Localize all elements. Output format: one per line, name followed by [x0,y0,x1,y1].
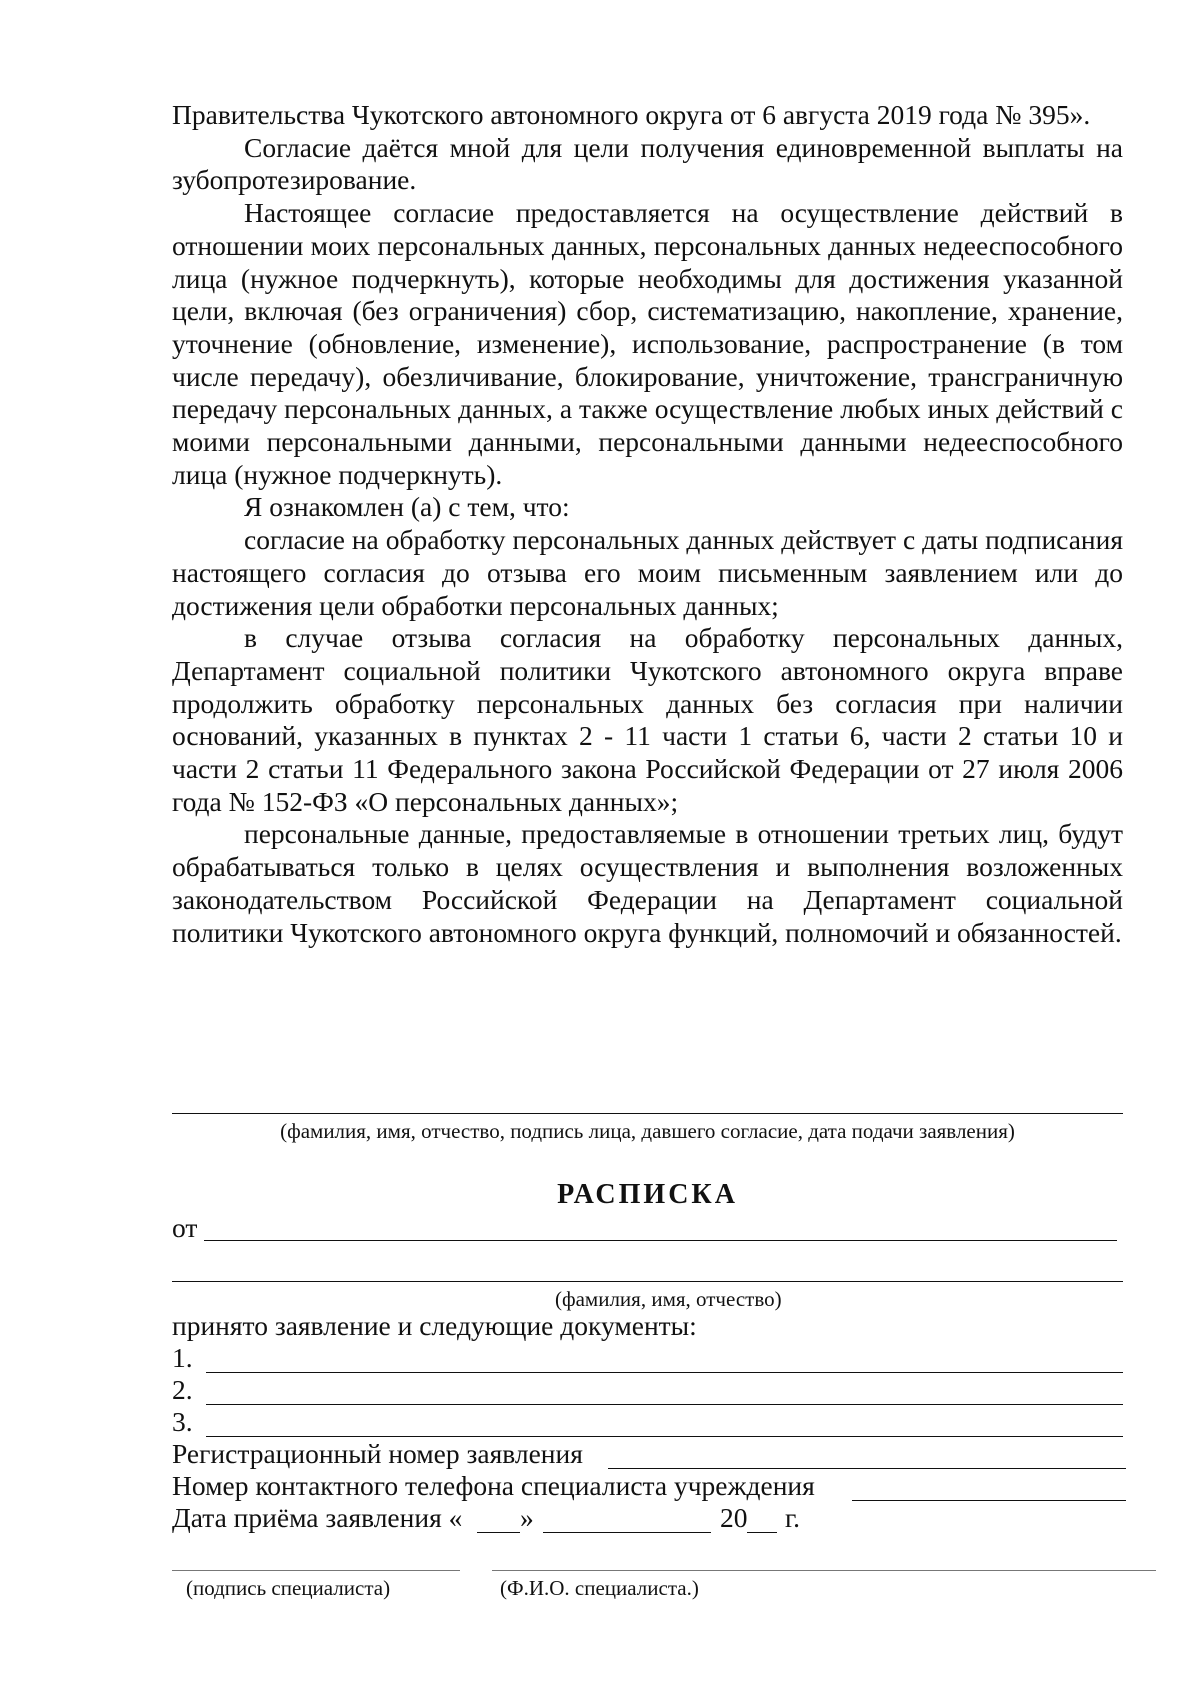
receipt-specialist-fio-line[interactable] [492,1570,1156,1571]
receipt-item-number: 2. [172,1374,193,1405]
receipt-specialist-fio-caption: (Ф.И.О. специалиста.) [500,1576,699,1600]
receipt-item-line[interactable] [206,1436,1123,1437]
receipt-from-label: от [172,1212,198,1243]
consent-signature-line[interactable] [172,1113,1123,1114]
consent-paragraph: Я ознакомлен (а) с тем, что: [244,491,570,523]
receipt-phone-label: Номер контактного телефона специалиста учреждения [172,1470,815,1501]
receipt-item-number: 1. [172,1342,193,1373]
consent-text [172,99,1123,949]
consent-paragraph: в случае отзыва согласия на обработку персональных данных, Департамент социальной политики Чукотского автономного округа вправе продолжить обработку персональных данных без согласия при наличии оснований, указанных в пунктах 2 - 11 части 1 статьи 6, части 2 статьи 10 и части 2 статьи 11 Федерального закона Российской Федерации от 27 июля 2006 года № 152-ФЗ «О персональных данных»; [172,622,1123,817]
receipt-title: РАСПИСКА [557,1179,738,1210]
receipt-item-line[interactable] [206,1404,1123,1405]
receipt-date-year-line[interactable] [747,1532,777,1533]
consent-paragraph: персональные данные, предоставляемые в отношении третьих лиц, будут обрабатываться только в целях осуществления и выполнения возложенных законодательством Российской Федерации на Департамент социальной политики Чукотского автономного округа функций, полномочий и обязанностей. [172,818,1123,948]
receipt-specialist-signature-line[interactable] [172,1570,460,1571]
consent-paragraph: Согласие даётся мной для цели получения единовременной выплаты на зубопротезирование. [172,131,1123,196]
consent-paragraph: согласие на обработку персональных данных действует с даты подписания настоящего согласия до отзыва его моим письменным заявлением или до достижения цели обработки персональных данных; [172,524,1123,621]
receipt-item-number: 3. [172,1406,193,1437]
receipt-from-line[interactable] [204,1240,1117,1241]
receipt-reg-number-line[interactable] [608,1468,1126,1469]
receipt-accepted-text: принято заявление и следующие документы: [172,1310,697,1341]
receipt-date-year-prefix: 20 [720,1502,748,1533]
consent-paragraph: Настоящее согласие предоставляется на осуществление действий в отношении моих персональных данных, персональных данных недееспособного лица (нужное подчеркнуть), которые необходимы для достижения указанной цели, включая (без ограничения) сбор, систематизацию, накопление, хранение, уточнение (обновление, изменение), использование, распространение (в том числе передачу), обезличивание, блокирование, уничтожение, трансграничную передачу персональных данных, а также осуществление любых иных действий с моими персональными данными, персональными данными недееспособного лица (нужное подчеркнуть). [172,197,1123,490]
receipt-date-label: Дата приёма заявления « [172,1502,463,1533]
receipt-date-day-line[interactable] [477,1532,520,1533]
consent-paragraph: Правительства Чукотского автономного округа от 6 августа 2019 года № 395». [172,99,1091,130]
receipt-phone-line[interactable] [852,1500,1126,1501]
receipt-item-line[interactable] [206,1372,1123,1373]
receipt-from-line-2[interactable] [172,1281,1123,1282]
consent-signature-caption: (фамилия, имя, отчество, подпись лица, давшего согласие, дата подачи заявления) [280,1119,1015,1143]
receipt-name-caption: (фамилия, имя, отчество) [555,1287,782,1311]
receipt-date-month-line[interactable] [543,1532,711,1533]
receipt-specialist-signature-caption: (подпись специалиста) [186,1576,391,1600]
receipt-date-year-suffix: г. [785,1502,801,1533]
receipt-reg-number-label: Регистрационный номер заявления [172,1438,583,1469]
receipt-date-close-quote: » [520,1502,534,1533]
